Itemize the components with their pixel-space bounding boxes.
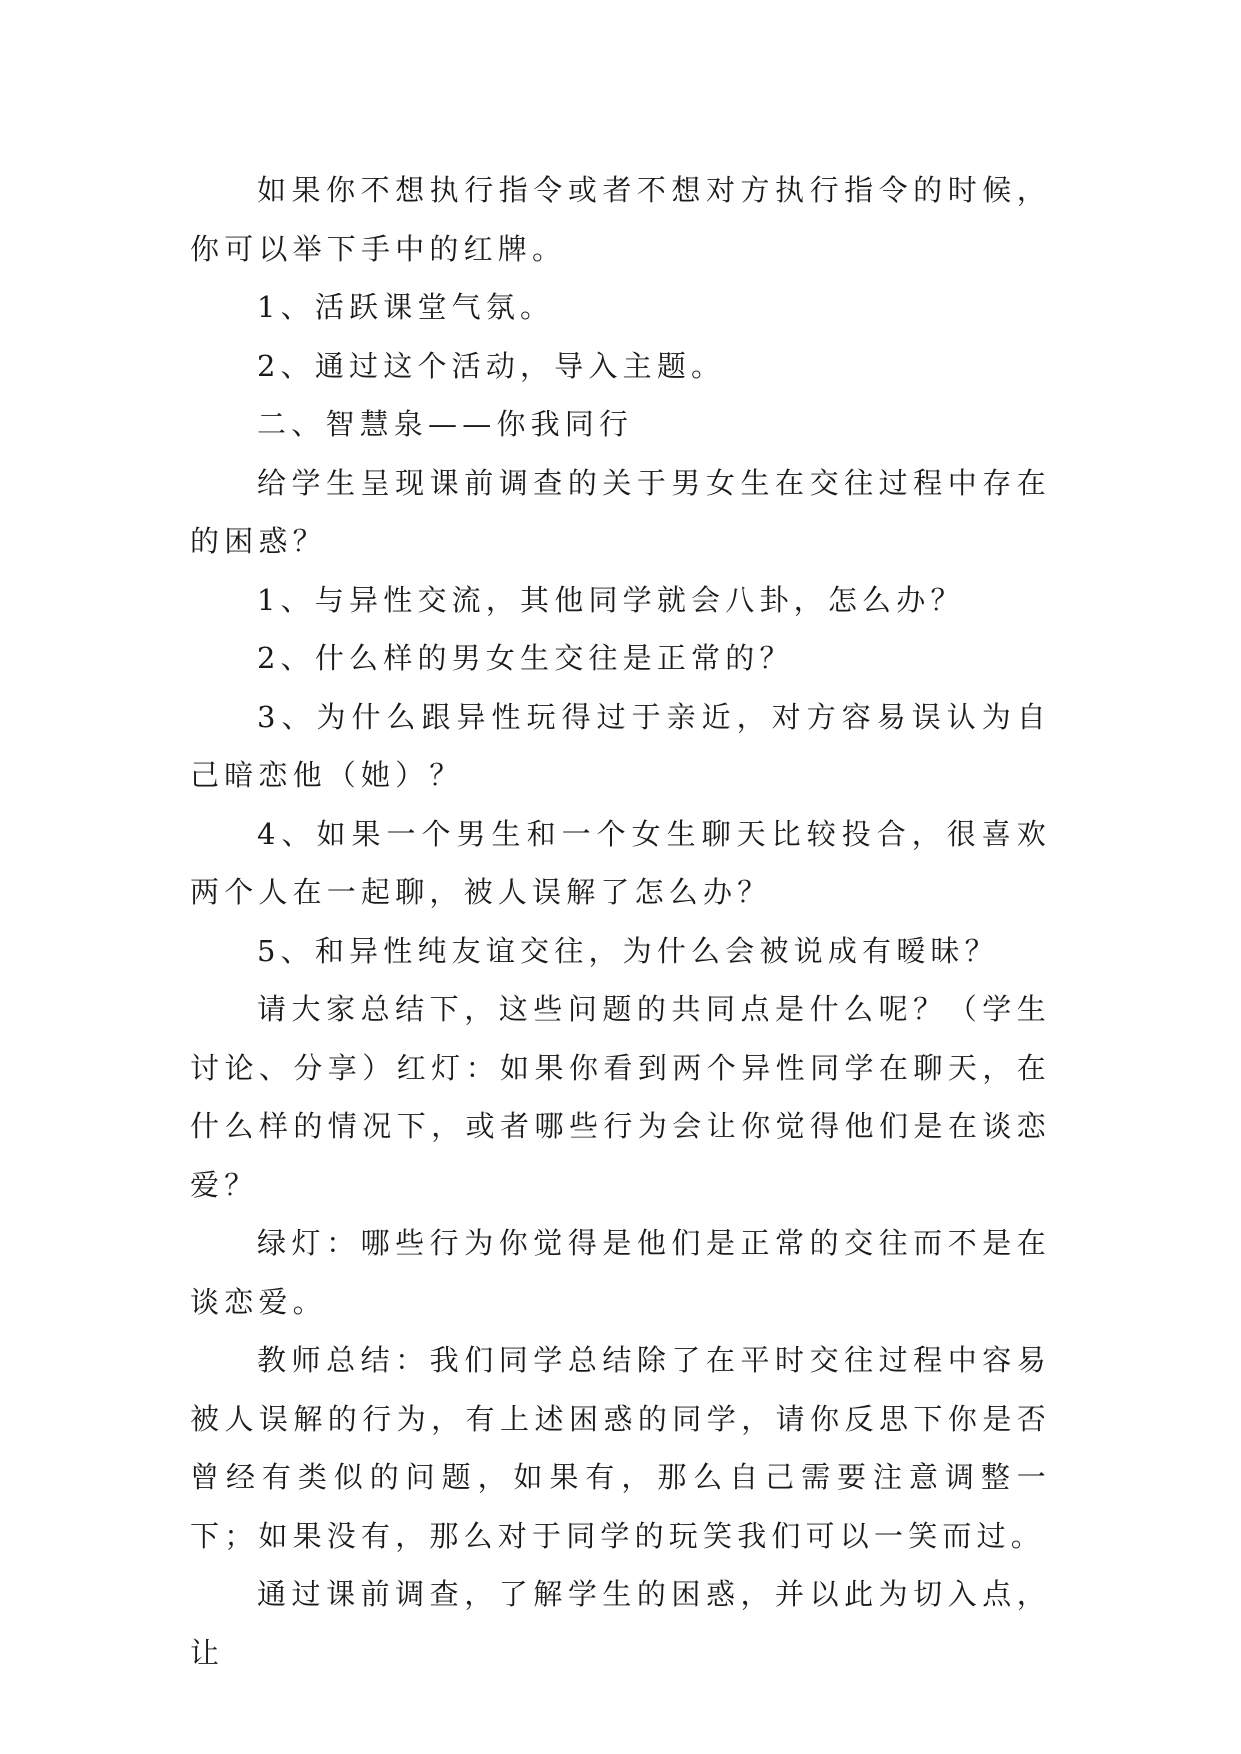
- list-item: 5、和异性纯友谊交往，为什么会被说成有暧昧？: [257, 933, 999, 968]
- list-item: 3、为什么跟异性玩得过于亲近，对方容易误认为自己暗恋他（她）？: [190, 699, 1051, 792]
- paragraph: 通过课前调查，了解学生的困惑，并以此为切入点，让: [190, 1577, 1051, 1670]
- paragraph: 教师总结：我们同学总结除了在平时交往过程中容易被人误解的行为，有上述困惑的同学，请你反思下你是否曾经有类似的问题，如果有，那么自己需要注意调整一下；如果没有，那么对于同学的玩笑我们可以一笑而过。: [190, 1343, 1051, 1553]
- paragraph: 如果你不想执行指令或者不想对方执行指令的时候，你可以举下手中的红牌。: [190, 173, 1051, 266]
- list-item: 1、与异性交流，其他同学就会八卦，怎么办？: [257, 582, 965, 617]
- paragraph: 请大家总结下，这些问题的共同点是什么呢？（学生讨论、分享）红灯：如果你看到两个异性同学在聊天，在什么样的情况下，或者哪些行为会让你觉得他们是在谈恋爱？: [190, 992, 1051, 1202]
- list-item: 4、如果一个男生和一个女生聊天比较投合，很喜欢两个人在一起聊，被人误解了怎么办？: [190, 816, 1051, 909]
- document-body: [190, 161, 1051, 1682]
- list-item: 2、什么样的男女生交往是正常的？: [257, 641, 794, 675]
- list-item: 2、通过这个活动，导入主题。: [257, 348, 726, 383]
- list-item: 1、活跃课堂气氛。: [257, 290, 555, 324]
- paragraph: 绿灯：哪些行为你觉得是他们是正常的交往而不是在谈恋爱。: [190, 1226, 1051, 1319]
- paragraph: 给学生呈现课前调查的关于男女生在交往过程中存在的困惑？: [190, 465, 1051, 558]
- section-heading: 二、智慧泉——你我同行: [257, 407, 634, 441]
